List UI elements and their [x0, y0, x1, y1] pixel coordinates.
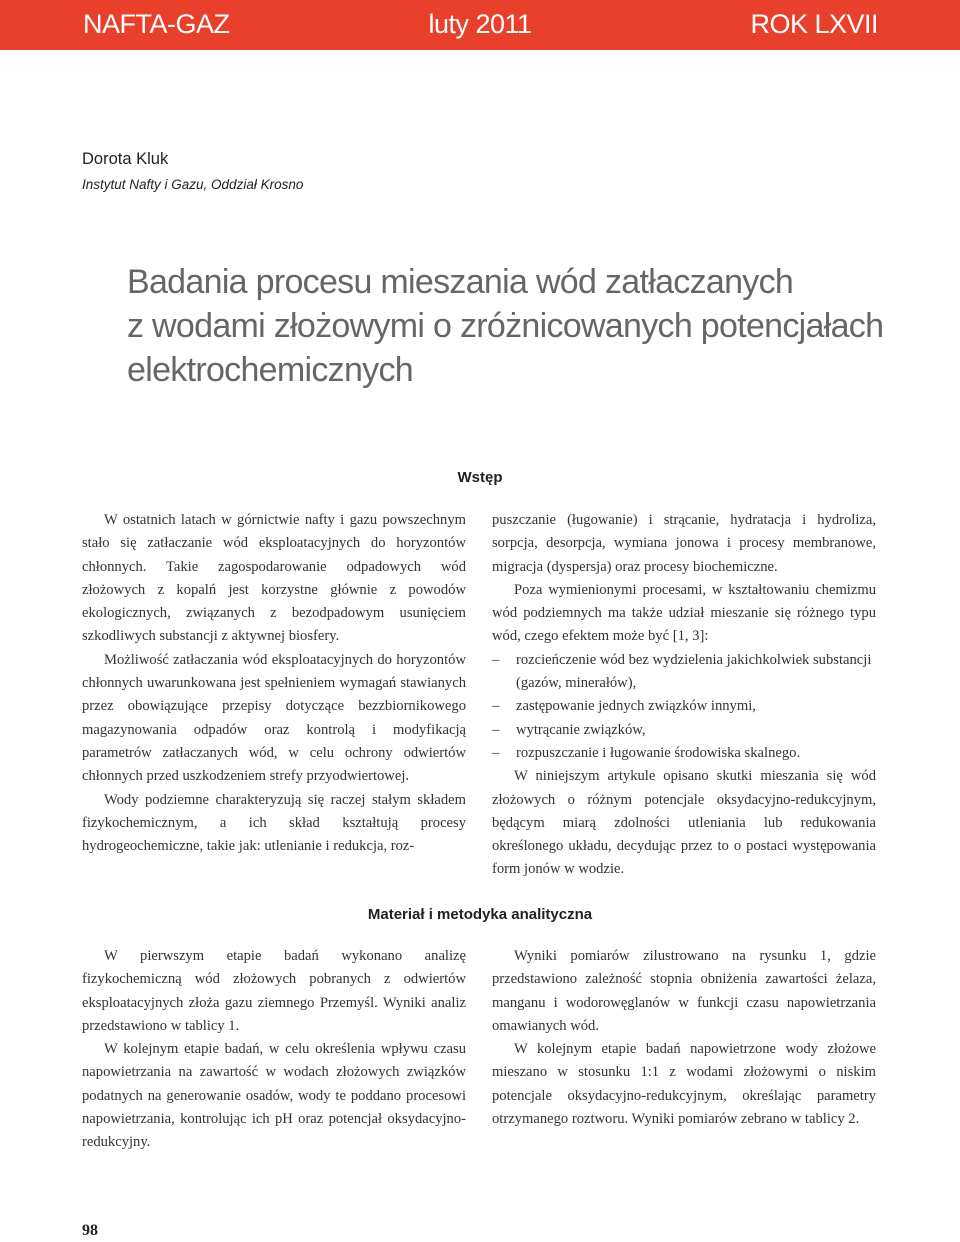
list-item	[492, 719, 876, 742]
list-item	[492, 649, 876, 696]
list-item-text: wytrącanie związków,	[516, 721, 646, 738]
paragraph: Poza wymienionymi procesami, w kształtowaniu chemizmu wód podziemnych ma także udział mieszanie się różnego typu wód, czego efektem może być [1, 3]:	[492, 581, 876, 645]
intro-left-column	[82, 509, 466, 858]
section-heading-intro: Wstęp	[457, 469, 503, 486]
intro-right-column	[492, 509, 876, 882]
page-number: 98	[82, 1222, 98, 1239]
title-line: z wodami złożowymi o zróżnicowanych potencjałach	[127, 307, 884, 345]
process-list	[492, 649, 876, 765]
section-heading-methods: Materiał i metodyka analityczna	[367, 906, 593, 923]
paragraph: W kolejnym etapie badań napowietrzone wody złożowe mieszano w stosunku 1:1 z wodami złożowymi o niskim potencjale oksydacyjno-redukcyjnym, określając parametry otrzymanego roztworu. Wyniki pomiarów zebrano w tablicy 2.	[492, 1041, 876, 1128]
paragraph: Wody podziemne charakteryzują się raczej stałym składem fizykochemicznym, a ich skład kształtują procesy hydrogeochemiczne, takie jak: utlenianie i redukcja, roz-	[82, 791, 466, 855]
paragraph: W niniejszym artykule opisano skutki mieszania się wód złożowych o różnym potencjale oksydacyjno-redukcyjnym, będącym miarą zdolności utleniania lub redukowania określonego układu, decydując przez to o postaci występowania form jonów w wodzie.	[492, 768, 876, 878]
author-affiliation: Instytut Nafty i Gazu, Oddział Krosno	[82, 177, 304, 192]
paragraph: Możliwość zatłaczania wód eksploatacyjnych do horyzontów chłonnych uwarunkowana jest spełnieniem wymagań stawianych przez obowiązujące przepisy dotyczące bezzbiornikowego magazynowania odpadów oraz kontrolą i modyfikacją parametrów zatłaczanych wód, w celu ochrony odwiertów chłonnych przed uszkodzeniem strefy przyodwiertowej.	[82, 651, 466, 785]
list-item-text: zastępowanie jednych związków innymi,	[516, 698, 756, 715]
journal-header-bar	[0, 0, 960, 50]
list-item	[492, 742, 876, 765]
issue-date: luty 2011	[428, 9, 532, 39]
methods-left-column	[82, 945, 466, 1155]
paragraph: Wyniki pomiarów zilustrowano na rysunku 1, gdzie przedstawiono zależność stopnia obniżenia zawartości żelaza, manganu i wodorowęglanów w funkcji czasu napowietrzania omawianych wód.	[492, 948, 876, 1034]
paragraph-continuation: puszczanie (ługowanie) i strącanie, hydratacja i hydroliza, sorpcja, desorpcja, wymiana jonowa i procesy membranowe, migracja (dyspersja) oraz procesy biochemiczne.	[492, 512, 876, 575]
journal-volume: ROK LXVII	[750, 9, 878, 39]
dash-bullet: –	[492, 744, 500, 761]
title-line: Badania procesu mieszania wód zatłaczanych	[127, 263, 794, 301]
list-item-text: rozpuszczanie i ługowanie środowiska skalnego.	[516, 744, 801, 761]
paragraph: W kolejnym etapie badań, w celu określenia wpływu czasu napowietrzania na zawartość w wodach złożowych związków podatnych na generowanie osadów, wody te poddano procesowi napowietrzania, kontrolując ich pH oraz potencjał oksydacyjno-redukcyjny.	[82, 1041, 466, 1151]
paragraph: W pierwszym etapie badań wykonano analizę fizykochemiczną wód złożowych pobranych z odwiertów eksploatacyjnych złoża gazu ziemnego Przemyśl. Wyniki analiz przedstawiono w tablicy 1.	[82, 948, 466, 1034]
paragraph: W ostatnich latach w górnictwie nafty i gazu powszechnym stało się zatłaczanie wód eksploatacyjnych do horyzontów chłonnych. Takie zagospodarowanie odpadowych wód złożowych z kopalń jest korzystne głównie z powodów ekologicznych, związanych z bezodpadowym usunięciem szkodliwych substancji z aktywnej biosfery.	[82, 512, 466, 645]
journal-name: NAFTA-GAZ	[83, 9, 230, 39]
author-name: Dorota Kluk	[82, 150, 169, 168]
dash-bullet: –	[492, 698, 500, 715]
article-title	[127, 260, 907, 392]
dash-bullet: –	[492, 651, 500, 668]
list-item-text: rozcieńczenie wód bez wydzielenia jakichkolwiek substancji (gazów, minerałów),	[516, 651, 872, 692]
dash-bullet: –	[492, 721, 500, 738]
list-item	[492, 695, 876, 718]
methods-right-column	[492, 945, 876, 1131]
title-line: elektrochemicznych	[127, 351, 413, 389]
